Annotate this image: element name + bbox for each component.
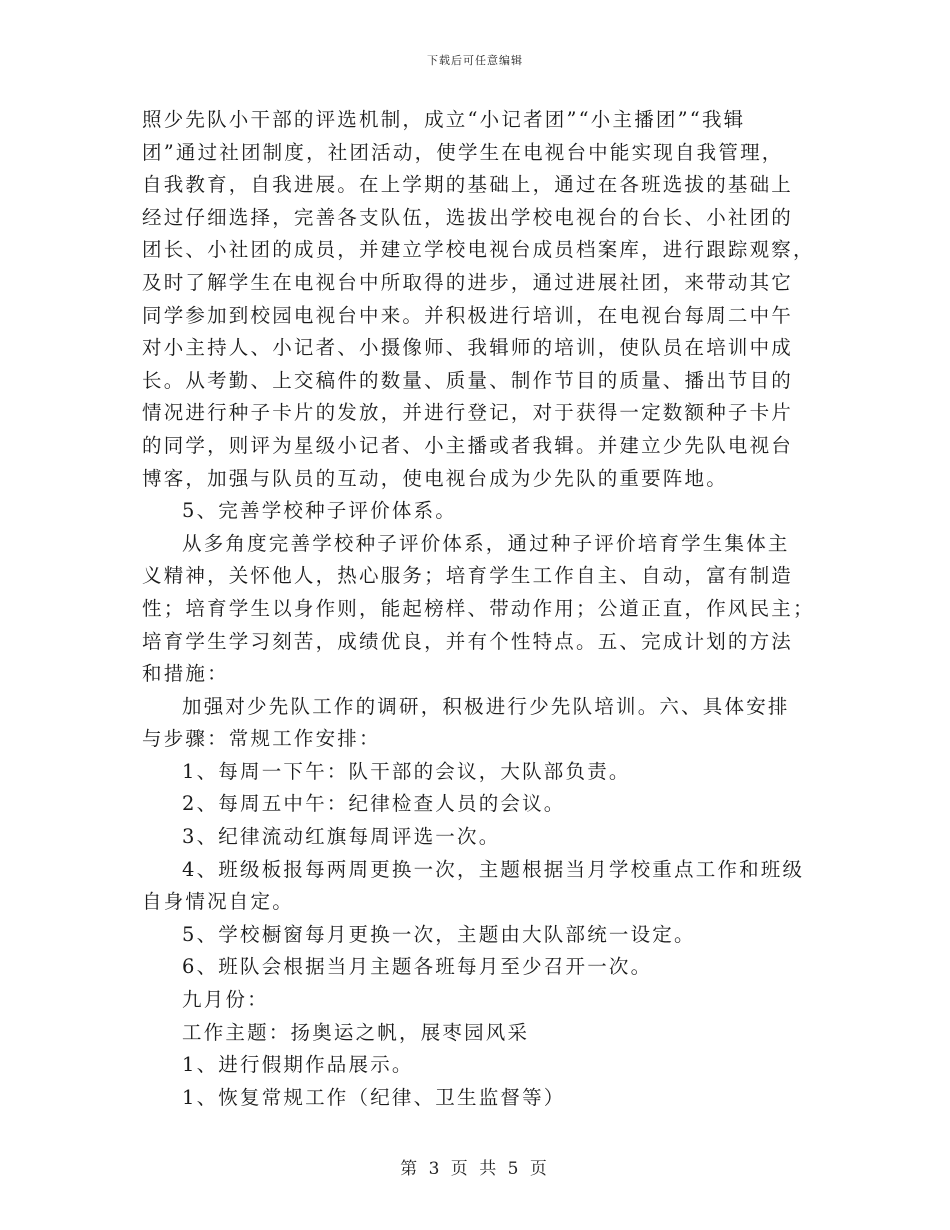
text-line: 5、完善学校种子评价体系。 (182, 499, 458, 523)
text-line: 6、班队会根据当月主题各班每月至少召开一次。 (182, 955, 653, 979)
text-line: 博客，加强与队员的互动，使电视台成为少先队的重要阵地。 (142, 466, 728, 490)
text-line: 4、班级板报每两周更换一次，主题根据当月学校重点工作和班级 (182, 857, 805, 881)
text-line: 5、学校橱窗每月更换一次，主题由大队部统一设定。 (182, 922, 696, 946)
text-line: 的同学，则评为星级小记者、小主播或者我辑。并建立少先队电视台 (142, 433, 794, 457)
page-header: 下载后可任意编辑 (427, 54, 523, 67)
text-line: 及时了解学生在电视台中所取得的进步，通过进展社团，来带动其它 (142, 270, 794, 294)
text-line: 情况进行种子卡片的发放，并进行登记，对于获得一定数额种子卡片 (142, 401, 794, 425)
page-footer: 第 3 页 共 5 页 (400, 1159, 550, 1179)
text-line: 1、进行假期作品展示。 (182, 1053, 414, 1077)
document-body (142, 104, 814, 1114)
text-line: 同学参加到校园电视台中来。并积极进行培训，在电视台每周二中午 (142, 303, 794, 327)
text-line: 从多角度完善学校种子评价体系，通过种子评价培育学生集体主 (182, 531, 790, 555)
text-line: 3、纪律流动红旗每周评选一次。 (182, 825, 501, 849)
text-line: 义精神，关怀他人，热心服务；培育学生工作自主、自动，富有制造 (142, 564, 794, 588)
text-line: 团长、小社团的成员，并建立学校电视台成员档案库，进行跟踪观察， (142, 238, 815, 262)
text-line: 1、恢复常规工作（纪律、卫生监督等） (182, 1085, 566, 1109)
text-line: 长。从考勤、上交稿件的数量、质量、制作节目的质量、播出节目的 (142, 368, 794, 392)
text-line: 与步骤：常规工作安排： (142, 727, 381, 751)
text-line: 工作主题：扬奥运之帆，展枣园风采 (182, 1020, 530, 1044)
text-line: 加强对少先队工作的调研，积极进行少先队培训。六、具体安排 (182, 694, 790, 718)
text-line: 对小主持人、小记者、小摄像师、我辑师的培训，使队员在培训中成 (142, 336, 794, 360)
text-line: 自我教育，自我进展。在上学期的基础上，通过在各班选拔的基础上 (142, 173, 794, 197)
text-line: 团”通过社团制度，社团活动，使学生在电视台中能实现自我管理， (142, 140, 784, 164)
text-line: 照少先队小干部的评选机制，成立“小记者团”“小主播团”“我辑 (142, 108, 746, 131)
text-line: 经过仔细选择，完善各支队伍，选拔出学校电视台的台长、小社团的 (142, 205, 794, 229)
text-line: 性；培育学生以身作则，能起榜样、带动作用；公道正直，作风民主； (142, 596, 815, 620)
text-line: 和措施： (142, 662, 229, 686)
text-line: 1、每周一下午：队干部的会议，大队部负责。 (182, 759, 631, 783)
text-line: 九月份： (182, 988, 269, 1012)
text-line: 2、每周五中午：纪律检查人员的会议。 (182, 792, 566, 816)
text-line: 培育学生学习刻苦，成绩优良，并有个性特点。五、完成计划的方法 (142, 629, 794, 653)
text-line: 自身情况自定。 (142, 890, 294, 914)
